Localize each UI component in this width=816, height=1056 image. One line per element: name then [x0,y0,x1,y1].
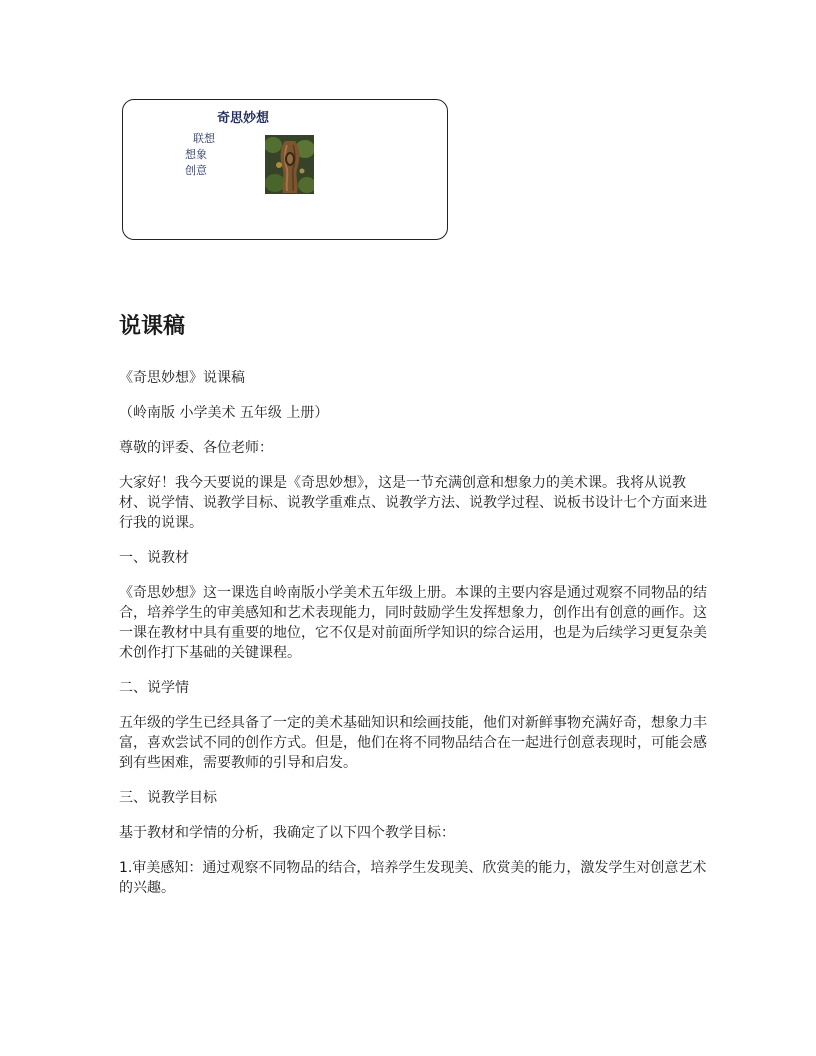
creative-artwork-image [265,135,314,194]
paragraph: 《奇思妙想》这一课选自岭南版小学美术五年级上册。本课的主要内容是通过观察不同物品的结合，培养学生的审美感知和艺术表现能力，同时鼓励学生发挥想象力，创作出有创意的画作。这一课在教材中具有重要的地位，它不仅是对前面所学知识的综合运用，也是为后续学习更复杂美术创作打下基础的关键课程。 [119,585,707,661]
section-heading: 二、说学情 [119,680,189,696]
keyword-item: 创意 [185,164,207,177]
edition-line: （岭南版 小学美术 五年级 上册） [119,405,329,421]
paragraph: 基于教材和学情的分析，我确定了以下四个教学目标： [119,825,455,841]
paragraph: 五年级的学生已经具备了一定的美术基础知识和绘画技能，他们对新鲜事物充满好奇，想象力丰富，喜欢尝试不同的创作方式。但是，他们在将不同物品结合在一起进行创意表现时，可能会感到有些困难，需要教师的引导和启发。 [119,715,707,771]
document-body [119,312,709,913]
lesson-card [122,99,448,240]
document-title-line: 《奇思妙想》说课稿 [119,370,245,386]
document-heading: 说课稿 [119,314,186,339]
section-heading: 三、说教学目标 [119,790,217,806]
section-heading: 一、说教材 [119,550,189,566]
intro-paragraph: 大家好！我今天要说的课是《奇思妙想》，这是一节充满创意和想象力的美术课。我将从说教材、说学情、说教学目标、说教学重难点、说教学方法、说教学过程、说板书设计七个方面来进行我的说课。 [119,475,707,531]
card-title: 奇思妙想 [216,111,269,126]
keyword-item: 想象 [185,148,207,161]
greeting: 尊敬的评委、各位老师： [119,440,273,456]
keyword-item: 联想 [193,132,215,145]
paragraph: 1.审美感知：通过观察不同物品的结合，培养学生发现美、欣赏美的能力，激发学生对创意艺术的兴趣。 [119,860,707,896]
keyword-list [185,131,215,179]
